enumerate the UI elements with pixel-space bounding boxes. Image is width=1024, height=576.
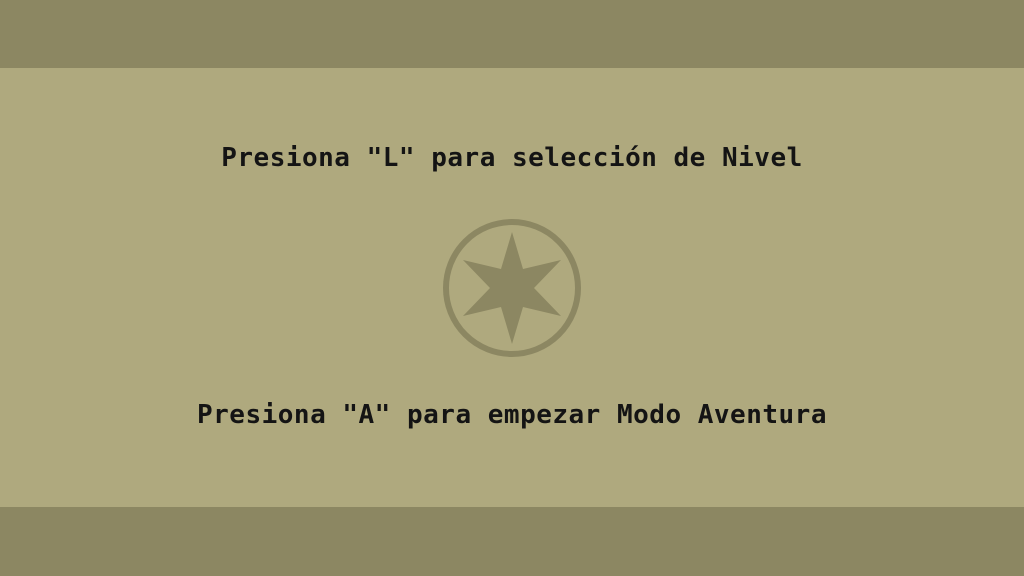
level-select-prompt: Presiona "L" para selección de Nivel <box>221 143 803 173</box>
top-letterbox-band <box>0 0 1024 68</box>
emblem-star <box>463 232 561 344</box>
adventure-mode-prompt: Presiona "A" para empezar Modo Aventura <box>197 400 827 430</box>
bottom-letterbox-band <box>0 507 1024 576</box>
six-point-star-emblem-icon <box>441 217 583 359</box>
